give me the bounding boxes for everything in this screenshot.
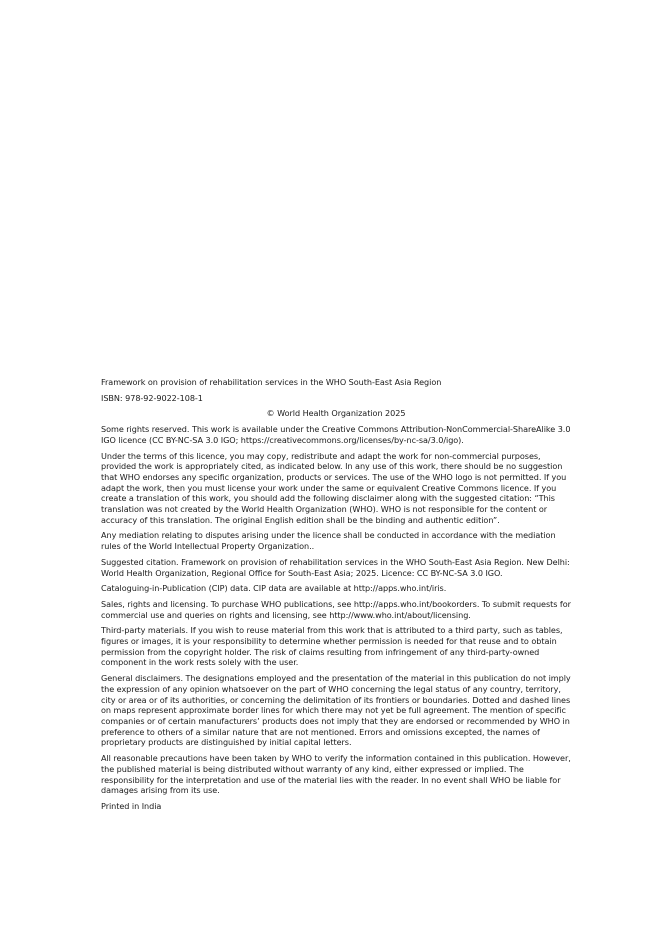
mediation-paragraph: Any mediation relating to disputes arising under the licence shall be conducted in accordance with the mediation rules of the World Intellectual Property Organization.. <box>101 530 556 552</box>
third-party-paragraph: Third-party materials. If you wish to reuse material from this work that is attributed to a third party, such as tables, figures or images, it is your responsibility to determine whether permission is needed for that reuse and to obtain permission from the copyright holder. The risk of claims resulting from infringement of any third-party-owned component in the work rests solely with the user. <box>101 625 563 668</box>
publication-title: Framework on provision of rehabilitation services in the WHO South-East Asia Region <box>101 377 442 387</box>
rights-paragraph: Some rights reserved. This work is available under the Creative Commons Attribution-NonCommercial-ShareAlike 3.0 IGO licence (CC BY-NC-SA 3.0 IGO; https://creativecommons.org/licenses/by-nc-sa/3.0/igo). <box>101 424 571 445</box>
copyright-line: © World Health Organization 2025 <box>266 408 406 419</box>
copyright-page-text <box>101 377 571 817</box>
precautions-paragraph: All reasonable precautions have been taken by WHO to verify the information contained in this publication. However, the published material is being distributed without warranty of any kind, either expressed or implied. The responsibility for the interpretation and use of the material lies with the reader. In no event shall WHO be liable for damages arising from its use. <box>101 753 571 796</box>
isbn-line: ISBN: 978-92-9022-108-1 <box>101 392 203 403</box>
licence-terms-paragraph: Under the terms of this licence, you may copy, redistribute and adapt the work for non-commercial purposes, provided the work is appropriately cited, as indicated below. In any use of this work, there should be no suggestion that WHO endorses any specific organization, products or services. The use of the WHO logo is not permitted. If you adapt the work, then you must license your work under the same or equivalent Creative Commons licence. If you create a translation of this work, you should add the following disclaimer along with the suggested citation: “This translation was not created by the World Health Organization (WHO). WHO is not responsible for the content or accuracy of this translation. The original English edition shall be the binding and authentic edition”. <box>101 450 567 525</box>
disclaimers-paragraph: General disclaimers. The designations employed and the presentation of the material in this publication do not imply the expression of any opinion whatsoever on the part of WHO concerning the legal status of any country, territory, city or area or of its authorities, or concerning the delimitation of its frontiers or boundaries. Dotted and dashed lines on maps represent approximate border lines for which there may not yet be full agreement. The mention of specific companies or of certain manufacturers’ products does not imply that they are endorsed or recommended by WHO in preference to others of a similar nature that are not mentioned. Errors and omissions excepted, the names of proprietary products are distinguished by initial capital letters. <box>101 673 571 748</box>
printed-in-line: Printed in India <box>101 800 162 811</box>
citation-paragraph: Suggested citation. Framework on provision of rehabilitation services in the WHO South-East Asia Region. New Delhi: World Health Organization, Regional Office for South-East Asia; 2025. Licence: CC BY-NC-SA 3.0 IGO. <box>101 556 570 578</box>
sales-paragraph: Sales, rights and licensing. To purchase WHO publications, see http://apps.who.int/bookorders. To submit requests for commercial use and queries on rights and licensing, see http://www.who.int/about/licensing. <box>101 598 571 620</box>
cip-paragraph: Cataloguing-in-Publication (CIP) data. CIP data are available at http://apps.who.int/iris. <box>101 583 447 594</box>
